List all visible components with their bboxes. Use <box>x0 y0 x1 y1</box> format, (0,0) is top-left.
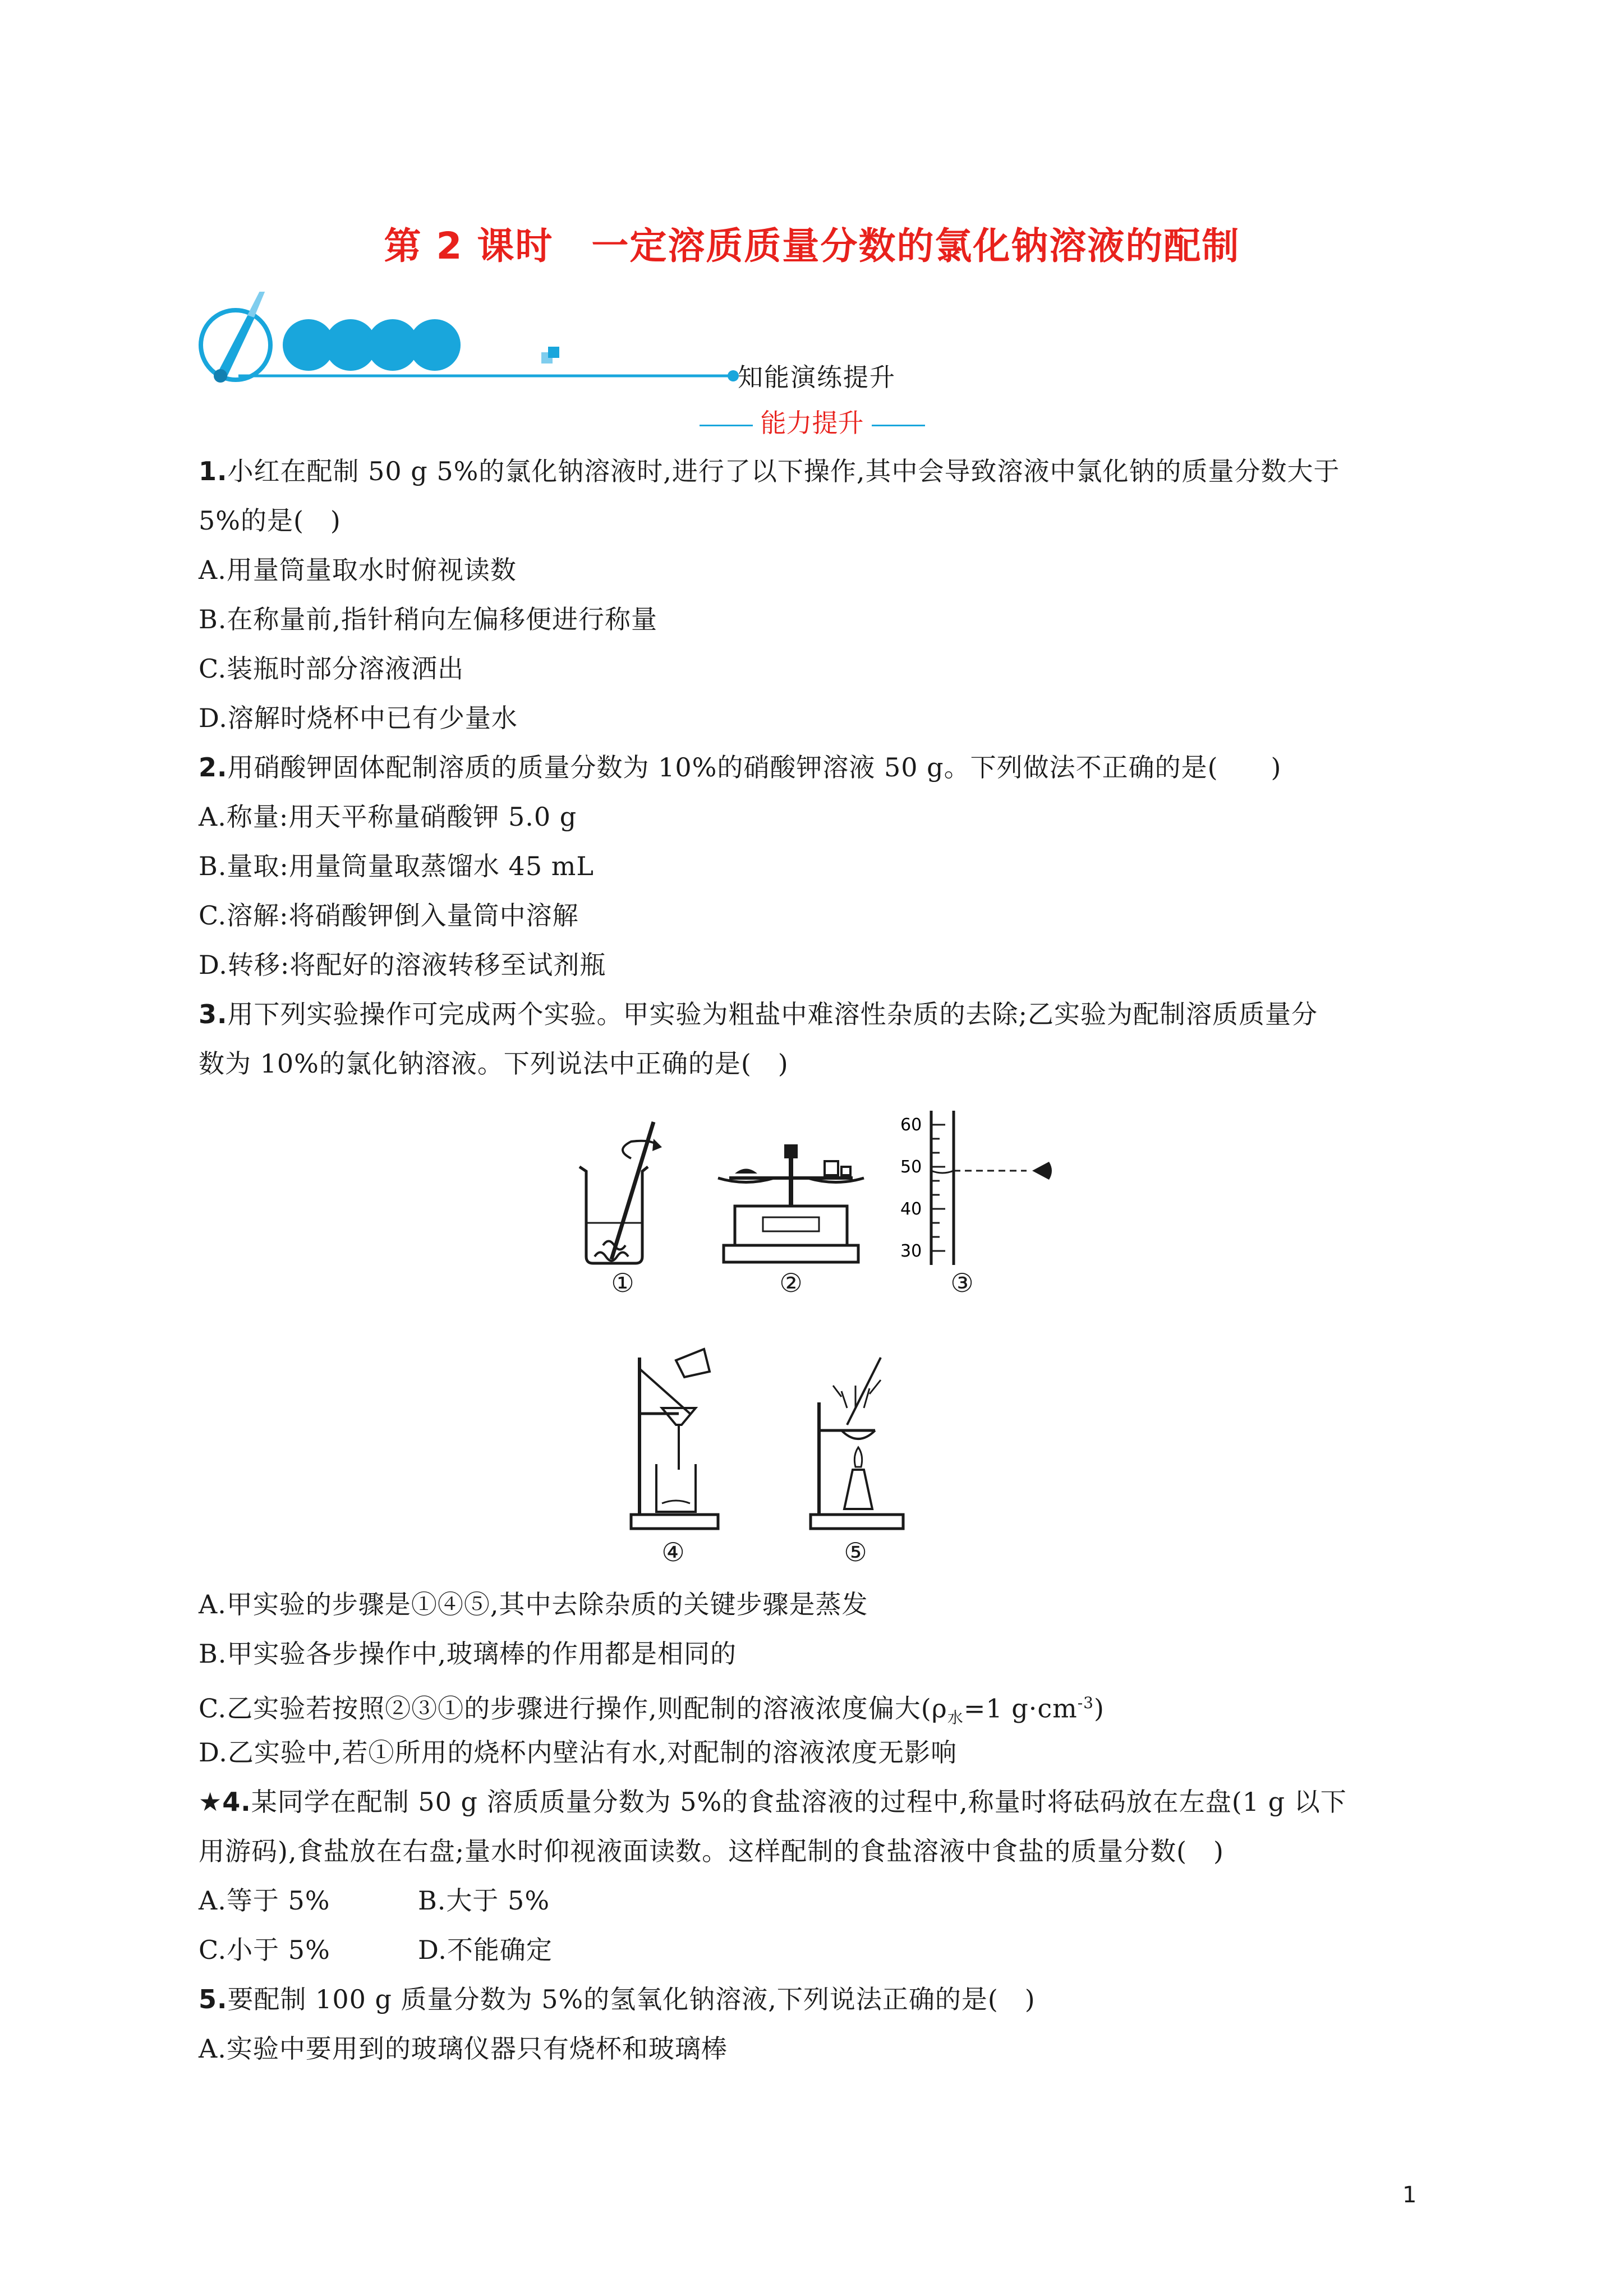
question-4-option-b: B.大于 5% <box>418 1885 550 1916</box>
page-number: 1 <box>1402 2182 1417 2208</box>
question-number: 1. <box>199 456 228 486</box>
banner-square <box>548 347 559 358</box>
question-number: 5. <box>199 1984 228 2014</box>
subsection-heading <box>0 403 1624 440</box>
section-label: 知能演练提升 <box>738 362 896 392</box>
beaker-stirring-figure <box>569 1116 676 1268</box>
figure-label-4: ④ <box>661 1537 685 1567</box>
question-2-option-c: C.溶解:将硝酸钾倒入量筒中溶解 <box>199 900 579 931</box>
question-2-option-a: A.称量:用天平称量硝酸钾 5.0 g <box>199 802 577 832</box>
page-title: 第 2 课时 一定溶质质量分数的氯化钠溶液的配制 <box>384 224 1240 268</box>
question-1-option-b: B.在称量前,指针稍向左偏移便进行称量 <box>199 604 658 634</box>
question-1-stem-cont: 5%的是( ) <box>199 505 341 536</box>
eye-icon <box>1032 1162 1052 1180</box>
question-3-option-a: A.甲实验的步骤是①④⑤,其中去除杂质的关键步骤是蒸发 <box>199 1589 868 1619</box>
question-2-option-b: B.量取:用量筒量取蒸馏水 45 mL <box>199 851 594 881</box>
question-1-option-a: A.用量筒量取水时俯视读数 <box>199 555 517 585</box>
subsection-label: 能力提升 <box>760 408 864 438</box>
question-2-stem: 2.用硝酸钾固体配制溶质的质量分数为 10%的硝酸钾溶液 50 g。下列做法不正确的是( ) <box>199 752 1282 783</box>
question-4-option-c: C.小于 5% <box>199 1935 330 1965</box>
banner-dot <box>409 319 461 371</box>
cylinder-tick-label: 40 <box>900 1199 922 1219</box>
filtration-figure <box>628 1346 724 1531</box>
question-3-stem: 3.用下列实验操作可完成两个实验。甲实验为粗盐中难溶性杂质的去除;乙实验为配制溶质质量分 <box>199 999 1318 1029</box>
star-icon: ★ <box>199 1787 223 1817</box>
figure-label-1: ① <box>611 1268 634 1298</box>
cylinder-tick-label: 50 <box>900 1157 922 1177</box>
question-1-stem: 1.小红在配制 50 g 5%的氯化钠溶液时,进行了以下操作,其中会导致溶液中氯化钠的质量分数大于 <box>199 456 1340 486</box>
question-1-option-d: D.溶解时烧杯中已有少量水 <box>199 703 518 733</box>
question-number: 2. <box>199 752 228 783</box>
banner-line-end-dot <box>728 370 739 381</box>
evaporation-figure <box>808 1346 909 1531</box>
question-4-stem: ★4.某同学在配制 50 g 溶质质量分数为 5%的食盐溶液的过程中,称量时将砝码放在左盘(1 g 以下 <box>199 1787 1347 1817</box>
question-5-stem: 5.要配制 100 g 质量分数为 5%的氢氧化钠溶液,下列说法正确的是( ) <box>199 1984 1036 2014</box>
rule-right <box>872 425 925 426</box>
question-3-option-d: D.乙实验中,若①所用的烧杯内壁沾有水,对配制的溶液浓度无影响 <box>199 1737 958 1768</box>
question-number: 3. <box>199 999 228 1029</box>
question-3-stem-cont: 数为 10%的氯化钠溶液。下列说法中正确的是( ) <box>199 1048 789 1079</box>
section-banner <box>194 292 755 393</box>
question-4-stem-cont: 用游码),食盐放在右盘;量水时仰视液面读数。这样配制的食盐溶液中食盐的质量分数( ) <box>199 1836 1224 1866</box>
brush-icon <box>214 292 265 383</box>
question-1-option-c: C.装瓶时部分溶液洒出 <box>199 654 464 684</box>
question-3-option-c: C.乙实验若按照②③①的步骤进行操作,则配制的溶液浓度偏大($\rho_水=1$ $g\cdot cm^{-3}$) <box>199 1693 1105 1727</box>
question-4-option-a: A.等于 5% <box>199 1885 330 1916</box>
figure-label-2: ② <box>779 1268 803 1298</box>
question-4-option-d: D.不能确定 <box>418 1935 553 1965</box>
question-5-option-a: A.实验中要用到的玻璃仪器只有烧杯和玻璃棒 <box>199 2033 728 2064</box>
cylinder-tick-label: 30 <box>900 1241 922 1261</box>
graduated-cylinder-figure <box>898 1108 1060 1268</box>
figure-label-3: ③ <box>950 1268 974 1298</box>
question-3-option-b: B.甲实验各步操作中,玻璃棒的作用都是相同的 <box>199 1639 737 1669</box>
rule-left <box>700 425 753 426</box>
question-number: 4. <box>222 1787 251 1817</box>
balance-figure <box>712 1139 869 1268</box>
figure-label-5: ⑤ <box>844 1537 867 1567</box>
question-2-option-d: D.转移:将配好的溶液转移至试剂瓶 <box>199 950 606 980</box>
cylinder-tick-label: 60 <box>900 1115 922 1135</box>
